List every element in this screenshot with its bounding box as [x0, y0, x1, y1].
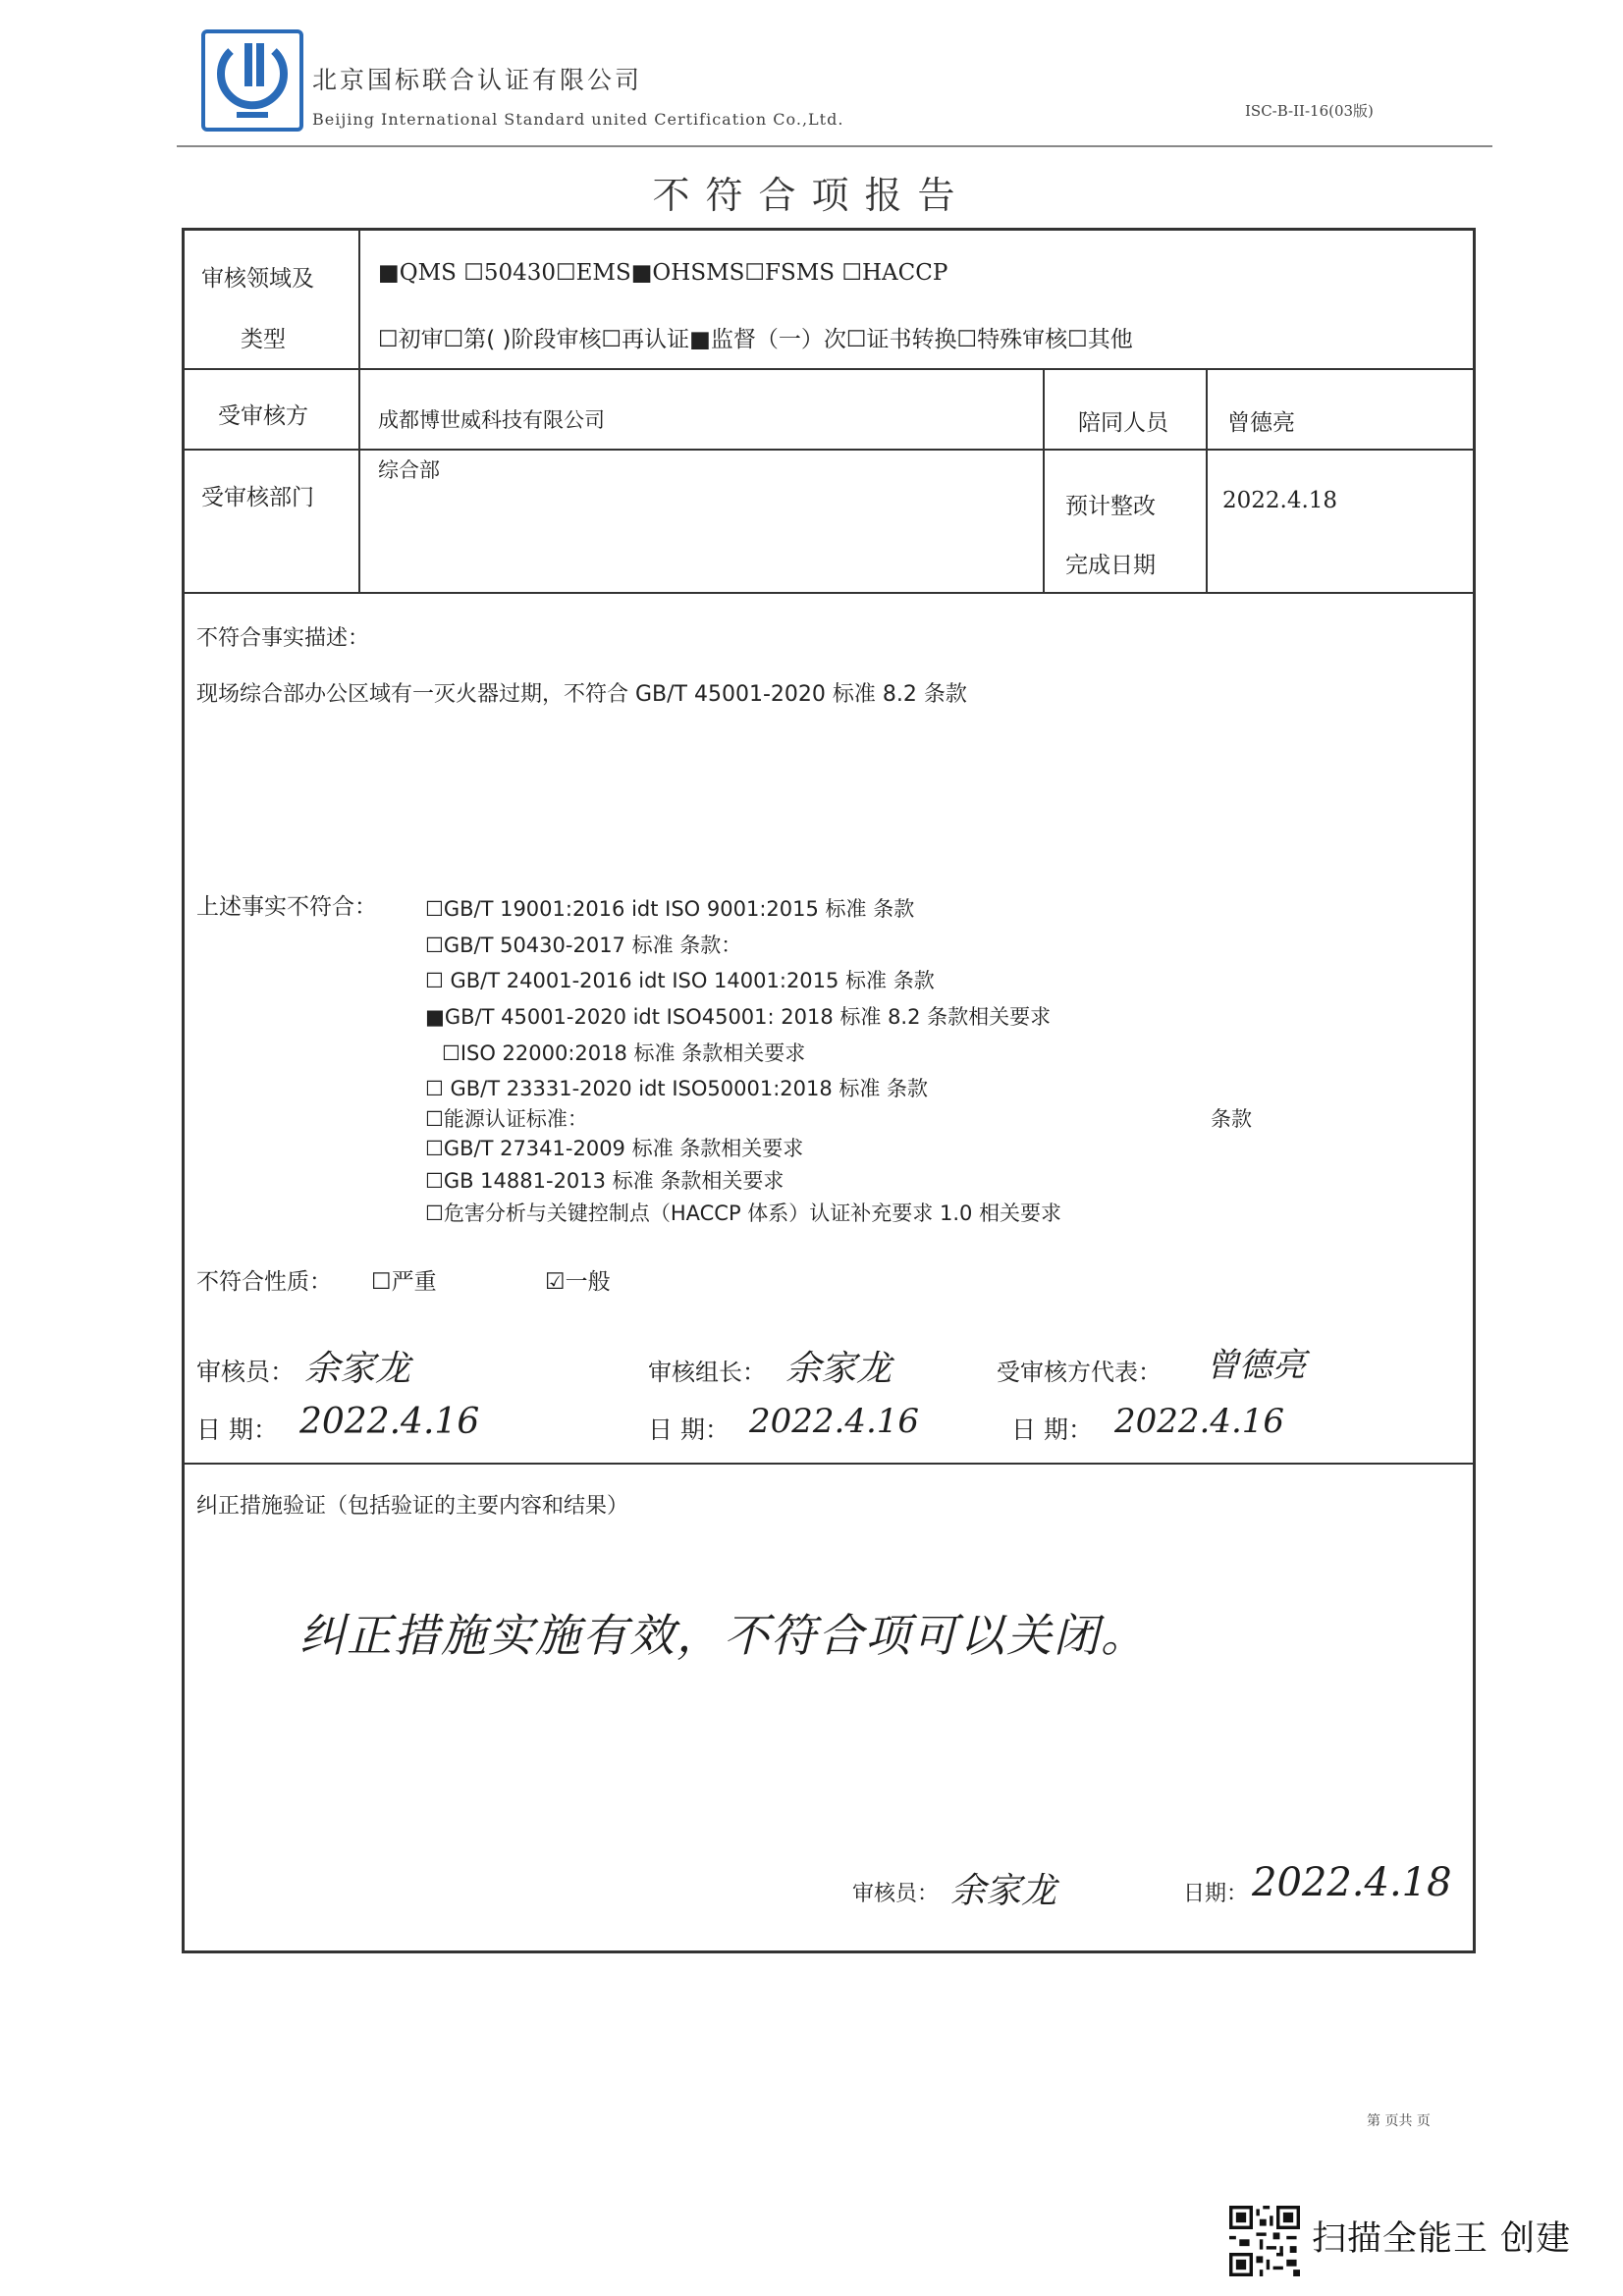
header-divider — [177, 145, 1492, 147]
standard-item: ☐危害分析与关键控制点（HACCP 体系）认证补充要求 1.0 相关要求 — [425, 1201, 1062, 1225]
corrective-handwritten: 纠正措施实施有效，不符合项可以关闭。 — [299, 1609, 1148, 1662]
rep-signature: 曾德亮 — [1206, 1346, 1306, 1385]
facts-text: 现场综合部办公区域有一灭火器过期，不符合 GB/T 45001-2020 标准 8.2 条款 — [196, 682, 967, 707]
audit-type-label: 类型 — [241, 327, 286, 352]
rep-date-label: 日 期： — [1011, 1415, 1093, 1444]
standard-item: ☐ GB/T 24001-2016 idt ISO 14001:2015 标准 条款 — [425, 969, 935, 992]
standard-item: ☐ GB/T 23331-2020 idt ISO50001:2018 标准 条款 — [425, 1077, 929, 1100]
row-divider — [182, 368, 1476, 370]
company-name-cn: 北京国标联合认证有限公司 — [312, 66, 643, 94]
due-date: 2022.4.18 — [1222, 488, 1338, 513]
page-number: 第 页共 页 — [1367, 2113, 1431, 2129]
standard-item: ☐GB/T 50430-2017 标准 条款： — [425, 934, 742, 957]
facts-label: 不符合事实描述： — [196, 626, 370, 651]
row-divider — [182, 1463, 1476, 1465]
audit-scope-label: 审核领域及 — [201, 266, 314, 292]
auditor-label: 审核员： — [196, 1358, 296, 1386]
corrective-date-label: 日期： — [1183, 1882, 1249, 1906]
corrective-auditor-label: 审核员： — [852, 1882, 940, 1906]
due-label-line1: 预计整改 — [1065, 494, 1156, 519]
scanner-watermark: 扫描全能王 创建 — [1312, 2219, 1572, 2259]
rep-date: 2022.4.16 — [1114, 1402, 1285, 1441]
department-name: 综合部 — [378, 458, 440, 482]
nature-general: ☑一般 — [545, 1269, 611, 1295]
standard-item: ■GB/T 45001-2020 idt ISO45001: 2018 标准 8.2 条款相关要求 — [425, 1005, 1052, 1029]
table-border-right — [1473, 228, 1476, 1953]
scope-options: ■QMS ☐50430☐EMS■OHSMS☐FSMS ☐HACCP — [378, 260, 948, 286]
leader-label: 审核组长： — [648, 1359, 766, 1386]
energy-clause: 条款 — [1211, 1107, 1252, 1131]
table-border-top — [182, 228, 1476, 231]
leader-signature: 余家龙 — [785, 1349, 893, 1389]
standard-item: ☐ISO 22000:2018 标准 条款相关要求 — [442, 1041, 806, 1065]
nature-label: 不符合性质： — [196, 1269, 332, 1295]
company-logo-icon — [201, 29, 303, 132]
col-divider — [1043, 368, 1045, 592]
accompany-name: 曾德亮 — [1227, 410, 1295, 436]
table-border-left — [182, 228, 185, 1953]
auditee-label: 受审核方 — [218, 403, 308, 429]
col-divider — [1206, 368, 1208, 592]
nature-serious: ☐严重 — [371, 1269, 437, 1295]
row-divider — [182, 449, 1476, 451]
leader-date: 2022.4.16 — [749, 1402, 920, 1441]
col-divider — [358, 228, 360, 592]
standard-item: ☐GB/T 19001:2016 idt ISO 9001:2015 标准 条款 — [425, 897, 915, 921]
rep-label: 受审核方代表： — [997, 1359, 1162, 1386]
auditor-signature: 余家龙 — [304, 1349, 411, 1389]
standard-item: ☐GB/T 27341-2009 标准 条款相关要求 — [425, 1137, 804, 1160]
stage-options: ☐初审☐第( )阶段审核☐再认证■监督（一）次☐证书转换☐特殊审核☐其他 — [378, 327, 1133, 352]
auditee-name: 成都博世威科技有限公司 — [378, 408, 605, 432]
report-title: 不符合项报告 — [652, 174, 971, 217]
company-name-en: Beijing International Standard united Certification Co.,Ltd. — [312, 110, 844, 129]
auditor-date-label: 日 期： — [196, 1415, 278, 1444]
leader-date-label: 日 期： — [648, 1415, 730, 1444]
accompany-label: 陪同人员 — [1078, 410, 1168, 436]
standard-item: ☐能源认证标准： — [425, 1107, 588, 1131]
corrective-auditor-signature: 余家龙 — [950, 1871, 1057, 1911]
corrective-label: 纠正措施验证（包括验证的主要内容和结果） — [196, 1494, 629, 1519]
standards-label: 上述事实不符合： — [196, 894, 377, 920]
row-divider — [182, 592, 1476, 594]
department-label: 受审核部门 — [201, 485, 314, 510]
table-border-bottom — [182, 1950, 1476, 1953]
corrective-date: 2022.4.18 — [1252, 1860, 1452, 1905]
auditor-date: 2022.4.16 — [299, 1402, 480, 1442]
qr-code-icon — [1229, 2206, 1300, 2276]
standard-item: ☐GB 14881-2013 标准 条款相关要求 — [425, 1169, 784, 1193]
due-label-line2: 完成日期 — [1065, 553, 1156, 578]
form-code: ISC-B-II-16(03版) — [1245, 102, 1374, 120]
